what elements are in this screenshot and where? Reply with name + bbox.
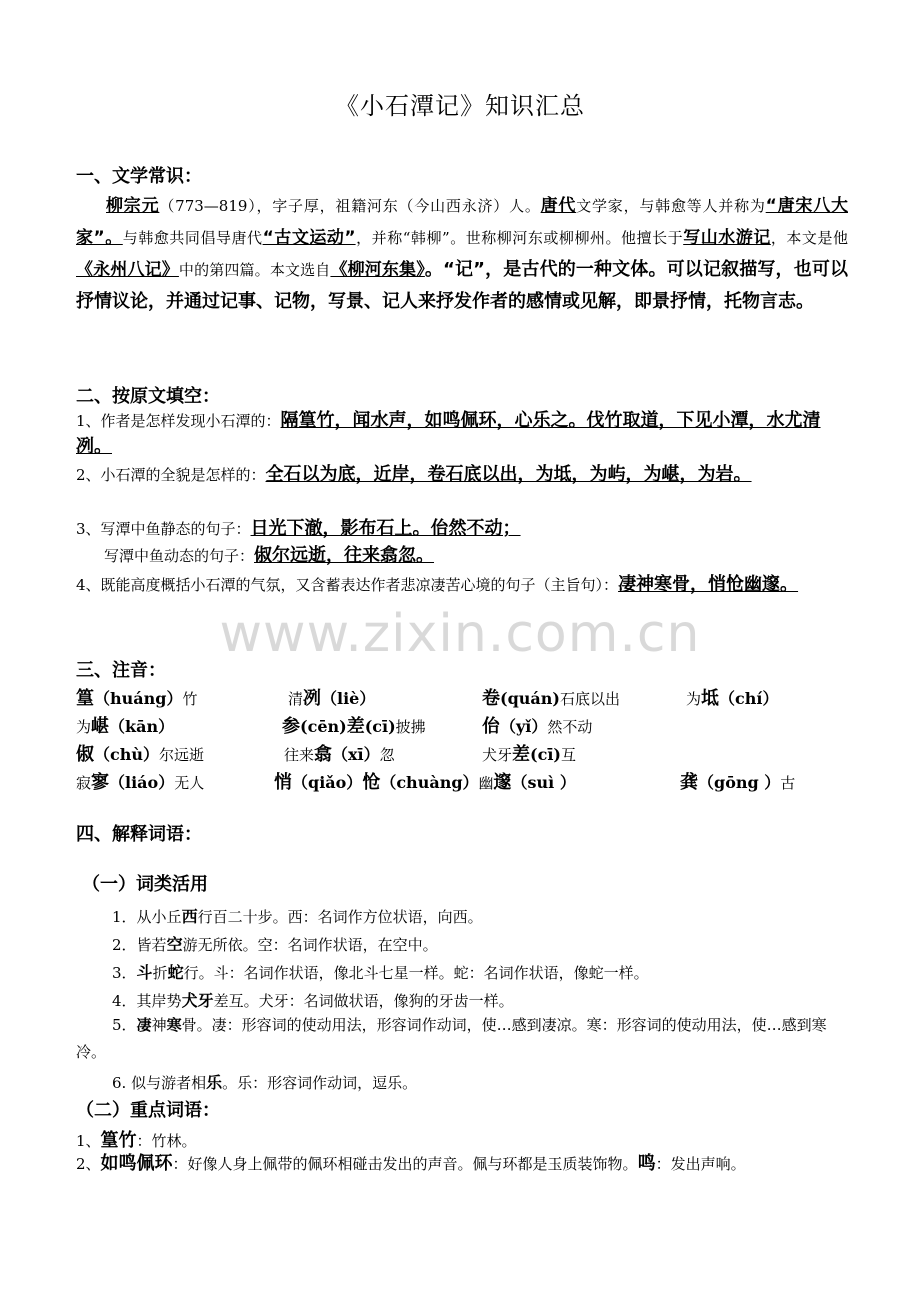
text-run: 文学家，与韩愈等人并称为	[576, 197, 766, 215]
section-heading-pinyin: 三、注音：	[76, 660, 166, 681]
author-name: 柳宗元	[106, 196, 160, 216]
question-text: 1、作者是怎样发现小石潭的：	[76, 412, 281, 430]
page-title: 《小石潭记》知识汇总	[335, 92, 585, 120]
pinyin-item: 为坻（chí）	[686, 688, 779, 709]
question-text: 写潭中鱼动态的句子：	[104, 547, 255, 565]
usage-item-3: 3．斗折蛇行。斗：名词作状语，像北斗七星一样。蛇：名词作状语，像蛇一样。	[112, 963, 649, 982]
pinyin-item: 为嵁（kān）	[76, 716, 175, 737]
subheading-parts-of-speech: （一）词类活用	[82, 874, 208, 895]
pinyin-item: 往来翕（xī）忽	[284, 744, 395, 765]
subheading-key-words: （二）重点词语：	[76, 1100, 220, 1121]
answer-text: 俶尔远逝，往来翕忽。	[254, 545, 435, 566]
answer-text: 隔篁竹，闻水声，如鸣佩环，心乐之。伐竹取道，下见小潭，水尤清冽。	[76, 410, 821, 457]
literature-paragraph	[76, 190, 848, 318]
usage-item-4: 4．其岸势犬牙差互。犬牙：名词做状语，像狗的牙齿一样。	[112, 991, 514, 1010]
usage-item-1: 1．从小丘西行百二十步。西：名词作方位状语，向西。	[112, 907, 483, 926]
fill-q3b	[104, 543, 848, 569]
usage-item-6: 6. 似与游者相乐。乐：形容词作动词，逗乐。	[112, 1073, 418, 1092]
pinyin-item: 卷(quán)石底以出	[482, 688, 620, 709]
answer-text: 凄神寒骨，悄怆幽邃。	[618, 574, 799, 595]
text-run: ，本文是他	[770, 229, 848, 247]
pinyin-item: 犬牙差(cī)互	[482, 744, 576, 765]
answer-text: 全石以为底，近岸，卷石底以出，为坻，为屿，为嵁，为岩。	[265, 464, 752, 485]
question-text: 4、既能高度概括小石潭的气氛，又含蓄表达作者悲凉凄苦心境的句子（主旨句）：	[76, 576, 619, 594]
key-word-1: 1、篁竹：竹林。	[76, 1130, 197, 1151]
series-name: 《永州八记》	[76, 260, 179, 280]
pinyin-item: 俶（chù）尔远逝	[76, 744, 205, 765]
fill-q1	[76, 408, 848, 460]
group-name: “唐宋八大家”。	[76, 196, 848, 248]
usage-item-2: 2．皆若空游无所依。空：名词作状语，在空中。	[112, 935, 438, 954]
pinyin-item: 篁（huáng）竹	[76, 688, 198, 709]
genre-name: 写山水游记	[683, 228, 771, 248]
pinyin-item: 参(cēn)差(cī)披拂	[282, 716, 426, 737]
fill-q2	[76, 462, 848, 488]
section-heading-literature: 一、文学常识：	[76, 166, 202, 187]
text-run: ，并称“韩柳”。世称柳河东或柳柳州。他擅长于	[355, 229, 684, 247]
key-word-2: 2、如鸣佩环：好像人身上佩带的佩环相碰击发出的声音。佩与环都是玉质装饰物。鸣：发出声响。	[76, 1153, 746, 1174]
answer-text: 日光下澈，影布石上。佁然不动；	[250, 518, 521, 539]
watermark: www.zixin.com.cn	[219, 604, 701, 664]
pinyin-item: 佁（yǐ）然不动	[482, 716, 593, 737]
section-heading-fill: 二、按原文填空：	[76, 386, 220, 407]
text-run: 与韩愈共同倡导唐代	[122, 229, 263, 247]
text-run: 中的第四篇。本文选自	[178, 261, 331, 279]
fill-q3a	[76, 516, 848, 542]
question-text: 2、小石潭的全貌是怎样的：	[76, 466, 266, 484]
collection-name: 《柳河东集》	[330, 260, 425, 280]
pinyin-item: 清冽（liè）	[288, 688, 376, 709]
author-years: （773—819），字子厚，祖籍河东（今山西永济）人。	[159, 197, 541, 215]
pinyin-item: 寂寥（liáo）无人	[76, 772, 205, 793]
dynasty: 唐代	[540, 196, 577, 216]
genre-explanation: 。“记”，是古代的一种文体。可以记叙描写，也可以抒情议论，并通过记事、记物，写景、记人来抒发作者的感情或见解，即景抒情，托物言志。	[76, 259, 848, 312]
section-heading-words: 四、解释词语：	[76, 824, 202, 845]
pinyin-item: 悄（qiǎo）怆（chuàng）幽邃（suì ）	[274, 772, 576, 793]
movement-name: “古文运动”	[262, 228, 356, 248]
pinyin-item: 龚（gōng ）古	[680, 772, 796, 793]
usage-item-5: 5．凄神寒骨。凄：形容词的使动用法，形容词作动词，使…感到凄凉。寒：形容词的使动用法，使…感到寒冷。	[76, 1016, 827, 1061]
question-text: 3、写潭中鱼静态的句子：	[76, 520, 251, 538]
fill-q4	[76, 572, 848, 598]
